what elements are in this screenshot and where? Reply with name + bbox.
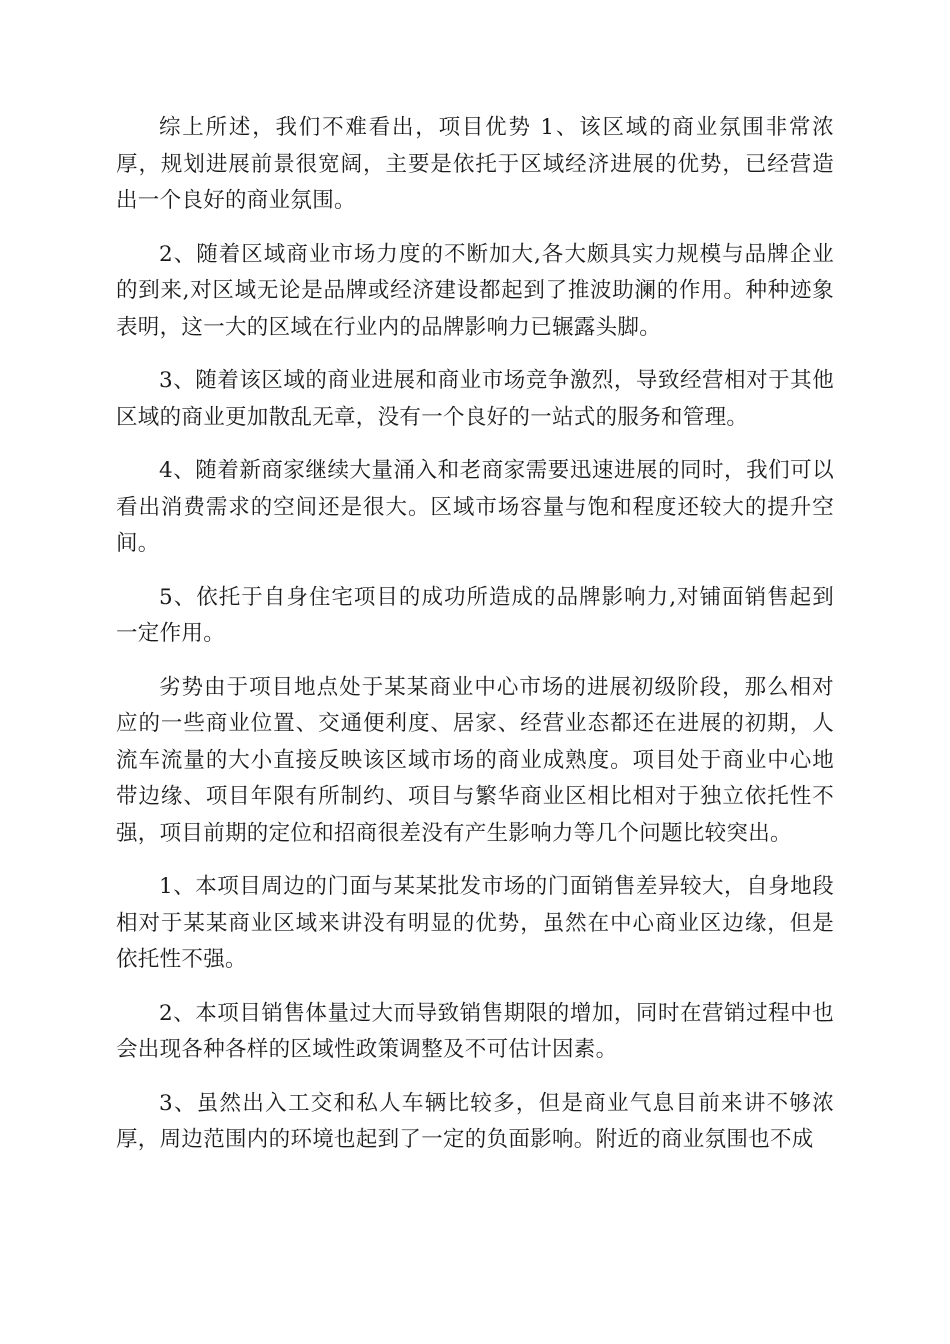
paragraph-weakness-1: 1、本项目周边的门面与某某批发市场的门面销售差异较大，自身地段相对于某某商业区域来讲没有明显的优势，虽然在中心商业区边缘，但是依托性不强。 — [116, 874, 834, 972]
paragraph-strength-5: 5、依托于自身住宅项目的成功所造成的品牌影响力,对铺面销售起到一定作用。 — [116, 584, 834, 646]
paragraph-strength-3: 3、随着该区域的商业进展和商业市场竞争激烈，导致经营相对于其他区域的商业更加散乱无章，没有一个良好的一站式的服务和管理。 — [116, 368, 834, 430]
paragraph-summary-strengths: 综上所述，我们不难看出，项目优势 1、该区域的商业氛围非常浓厚，规划进展前景很宽阔，主要是依托于区域经济进展的优势，已经营造出一个良好的商业氛围。 — [116, 115, 834, 213]
paragraph-strength-4: 4、随着新商家继续大量涌入和老商家需要迅速进展的同时，我们可以看出消费需求的空间还是很大。区域市场容量与饱和程度还较大的提升空间。 — [116, 458, 834, 556]
document-body — [116, 110, 834, 1176]
paragraph-weakness-2: 2、本项目销售体量过大而导致销售期限的增加，同时在营销过程中也会出现各种各样的区域性政策调整及不可估计因素。 — [116, 1000, 834, 1062]
paragraph-weakness-3: 3、虽然出入工交和私人车辆比较多，但是商业气息目前来讲不够浓厚，周边范围内的环境也起到了一定的负面影响。附近的商业氛围也不成 — [116, 1090, 834, 1152]
paragraph-strength-2: 2、随着区域商业市场力度的不断加大,各大颇具实力规模与品牌企业的到来,对区域无论是品牌或经济建设都起到了推波助澜的作用。种种迹象表明，这一大的区域在行业内的品牌影响力已辗露头脚。 — [116, 241, 834, 340]
paragraph-weaknesses-intro: 劣势由于项目地点处于某某商业中心市场的进展初级阶段，那么相对应的一些商业位置、交通便利度、居家、经营业态都还在进展的初期，人流车流量的大小直接反映该区域市场的商业成熟度。项目处于商业中心地带边缘、项目年限有所制约、项目与繁华商业区相比相对于独立依托性不强，项目前期的定位和招商很差没有产生影响力等几个问题比较突出。 — [116, 674, 834, 846]
